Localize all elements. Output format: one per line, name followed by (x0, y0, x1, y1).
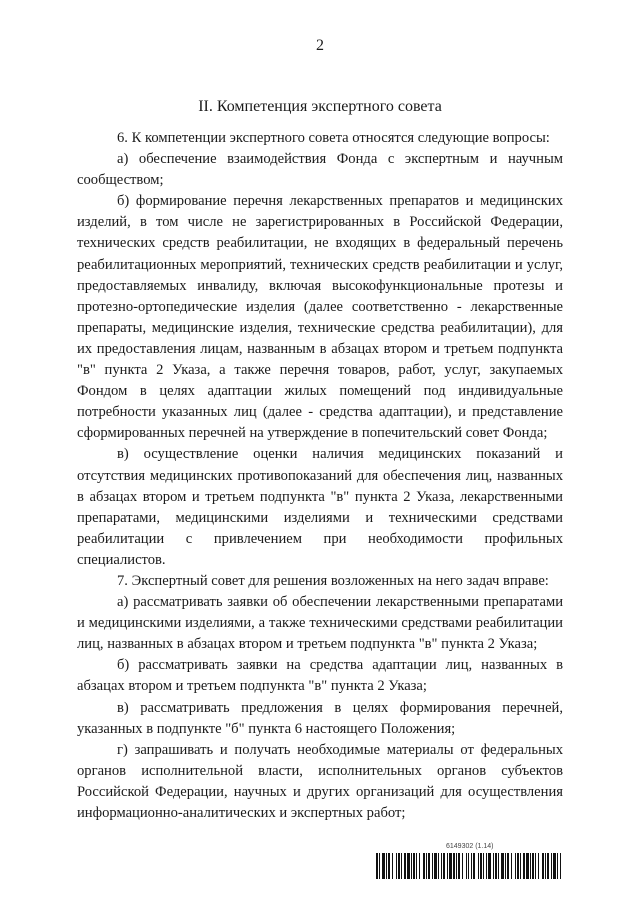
barcode-bar (438, 853, 439, 879)
barcode-bar (376, 853, 378, 879)
barcode-bar (456, 853, 457, 879)
barcode-bar (511, 853, 512, 879)
barcode-bar (517, 853, 519, 879)
barcode-bar (478, 853, 479, 879)
barcode-bar (557, 853, 558, 879)
barcode-bar (553, 853, 556, 879)
paragraph-6v: в) осуществление оценки наличия медицинских показаний и отсутствия медицинских противопоказаний для обеспечения лиц, названных в абзацах втором и третьем подпункта "в" пункта 2 Указа, лекарственными препаратами, медицинскими изделиями и техническими средствами реабилитации с привлечением при необходимости профильных специалистов. (77, 446, 563, 568)
barcode-bar (441, 853, 442, 879)
barcode-bar (423, 853, 425, 879)
barcode-bar (542, 853, 544, 879)
barcode-bar (515, 853, 516, 879)
barcode-bar (413, 853, 415, 879)
barcode-bar (401, 853, 402, 879)
barcode-bar (483, 853, 484, 879)
barcode-bar (498, 853, 499, 879)
barcode-code: 6149302 (1.14) (446, 843, 494, 850)
barcode-bar (501, 853, 504, 879)
page-number: 2 (316, 37, 324, 54)
barcode-bar (545, 853, 546, 879)
barcode-bar (432, 853, 433, 879)
barcode-bar (468, 853, 469, 879)
barcode-bar (443, 853, 445, 879)
paragraph-6b: б) формирование перечня лекарственных препаратов и медицинских изделий, в том числе не зарегистрированных в Российской Федерации, технических средств реабилитации, не входящих в федеральный перечень реабилитационных мероприятий, технических средств реабилитации и услуг, предоставляемых инвалиду, включая высокофункциональные протезы и протезно-ортопедические изделия (далее соответственно - лекарственные препараты, медицинские изделия, технические средства реабилитации), для их предоставления лицам, названным в абзацах втором и третьем подпункта "в" пункта 2 Указа, а также перечня товаров, работ, услуг, закупаемых Фондом в целях адаптации жилых помещений под индивидуальные потребности указанных лиц (далее - средства адаптации), и представление сформированных перечней на утверждение в попечительский совет Фонда; (77, 193, 563, 442)
barcode-bar (404, 853, 406, 879)
paragraph-7v: в) рассматривать предложения в целях формирования перечней, указанных в подпункте "б" пункта 6 настоящего Положения; (77, 699, 563, 737)
barcode-bar (447, 853, 448, 879)
barcode-bar (480, 853, 482, 879)
barcode-bar (560, 853, 561, 879)
barcode (376, 853, 562, 879)
barcode-bar (495, 853, 497, 879)
barcode-bar (386, 853, 387, 879)
paragraph-7b: б) рассматривать заявки на средства адаптации лиц, названных в абзацах втором и третьем подпункта "в" пункта 2 Указа; (77, 657, 563, 695)
barcode-bar (416, 853, 417, 879)
barcode-bar (407, 853, 410, 879)
barcode-bar (449, 853, 452, 879)
barcode-bar (426, 853, 427, 879)
barcode-bar (507, 853, 509, 879)
barcode-bar (530, 853, 531, 879)
barcode-bar (396, 853, 397, 879)
barcode-bar (462, 853, 463, 879)
barcode-bar (551, 853, 552, 879)
section-title: II. Компетенция экспертного совета (198, 98, 442, 115)
barcode-bar (419, 853, 420, 879)
barcode-bar (505, 853, 506, 879)
barcode-bar (466, 853, 467, 879)
paragraph-7-intro: 7. Экспертный совет для решения возложенных на него задач вправе: (117, 572, 549, 589)
paragraph-7a: а) рассматривать заявки об обеспечении лекарственными препаратами и медицинскими изделиями, а также техническими средствами реабилитации лиц, названных в абзацах втором и третьем подпункта "в" пункта 2 Указа; (77, 594, 563, 653)
barcode-bar (379, 853, 380, 879)
barcode-bar (471, 853, 472, 879)
barcode-bar (428, 853, 430, 879)
barcode-bar (488, 853, 491, 879)
barcode-bar (398, 853, 400, 879)
barcode-bar (535, 853, 536, 879)
barcode-bar (532, 853, 534, 879)
barcode-bar (453, 853, 455, 879)
barcode-bar (538, 853, 539, 879)
barcode-bar (388, 853, 390, 879)
barcode-bar (392, 853, 393, 879)
barcode-bar (486, 853, 487, 879)
barcode-bar (382, 853, 385, 879)
paragraph-6-intro: 6. К компетенции экспертного совета относятся следующие вопросы: (117, 130, 550, 146)
barcode-bar (547, 853, 549, 879)
barcode-bar (458, 853, 460, 879)
paragraph-6a: а) обеспечение взаимодействия Фонда с экспертным и научным сообществом; (77, 151, 563, 189)
barcode-bar (526, 853, 529, 879)
barcode-bar (523, 853, 525, 879)
barcode-bar (434, 853, 437, 879)
barcode-bar (520, 853, 521, 879)
paragraph-7g: г) запрашивать и получать необходимые материалы от федеральных органов исполнительной власти, исполнительных органов субъектов Российской Федерации, научных и других организаций для осуществления информационно-аналитических и экспертных работ; (77, 741, 563, 821)
barcode-bar (493, 853, 494, 879)
barcode-bar (411, 853, 412, 879)
barcode-bar (473, 853, 475, 879)
document-body (77, 128, 563, 824)
